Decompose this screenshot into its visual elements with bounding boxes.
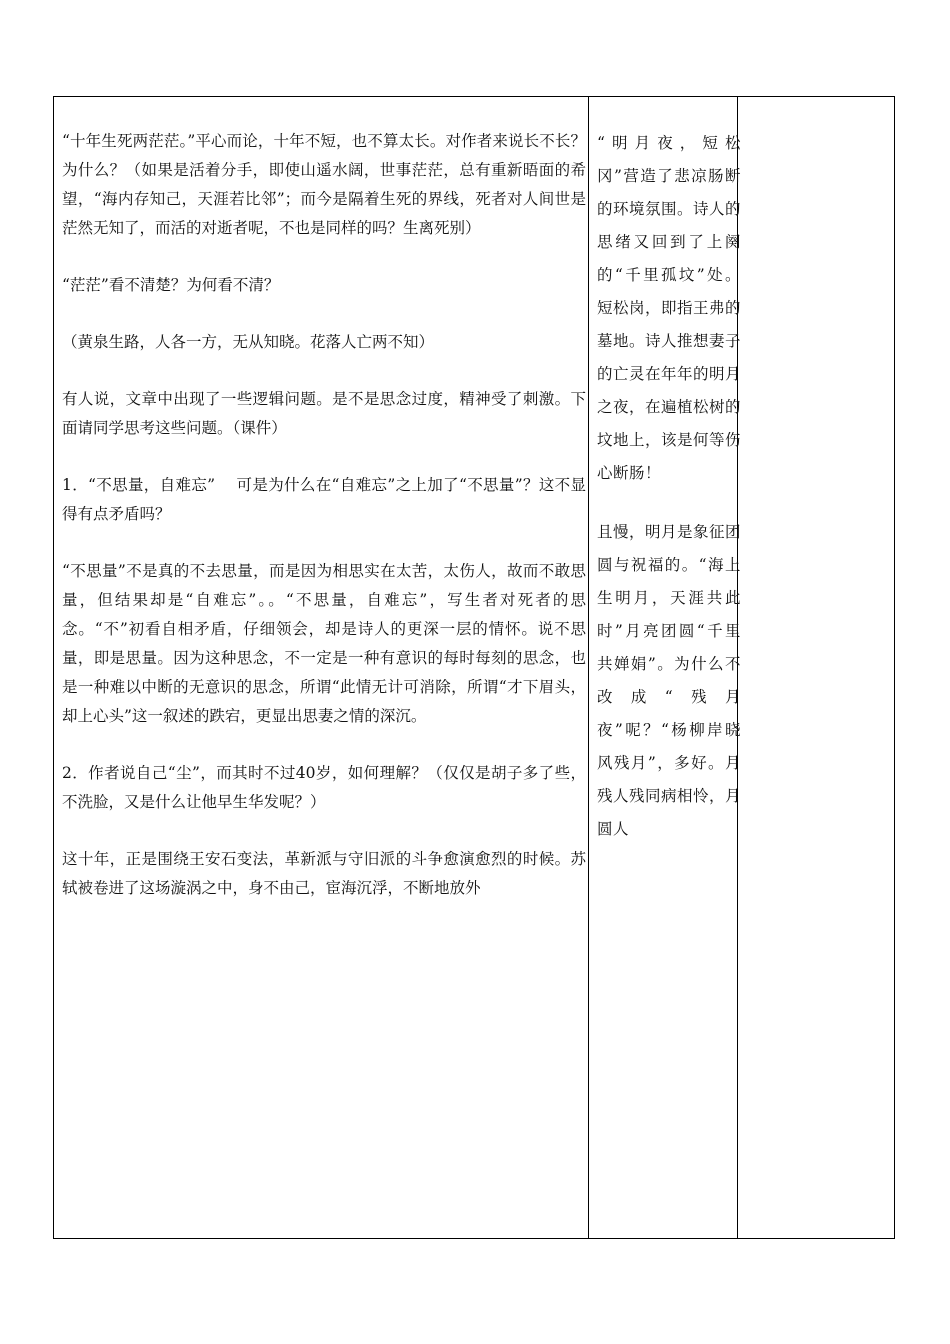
empty-notes-column [739,97,894,1238]
paragraph: “十年生死两茫茫。”平心而论，十年不短，也不算太长。对作者来说长不长？为什么？（如果是活着分手，即使山遥水阔，世事茫茫，总有重新晤面的希望，“海内存知己，天涯若比邻”；而今是隔着生死的界线，死者对人间世是茫然无知了，而活的对逝者呢，不也是同样的吗？生离死别） [62,132,586,237]
annotation-column [597,127,741,846]
paragraph: 1．“不思量，自难忘” 可是为什么在“自难忘”之上加了“不思量”？这不显得有点矛盾吗？ [62,476,586,523]
paragraph: 有人说，文章中出现了一些逻辑问题。是不是思念过度，精神受了刺激。下面请同学思考这些问题。（课件） [62,390,586,437]
paragraph: “不思量”不是真的不去思量，而是因为相思实在太苦，太伤人，故而不敢思量，但结果却是“自难忘”。。“不思量，自难忘”，写生者对死者的思念。“不”初看自相矛盾，仔细领会，却是诗人的更深一层的情怀。说不思量，即是思量。因为这种思念，不一定是一种有意识的每时每刻的思念，也是一种难以中断的无意识的思念，所谓“此情无计可消除，所谓“才下眉头，却上心头”这一叙述的跌宕，更显出思妻之情的深沉。 [62,562,586,725]
paragraph: （黄泉生路，人各一方，无从知晓。花落人亡两不知） [62,333,435,351]
paragraph: “茫茫”看不清楚？为何看不清？ [62,276,280,294]
paragraph: 2．作者说自己“尘”，而其时不过40岁，如何理解？（仅仅是胡子多了些，不洗脸，又是什么让他早生华发呢？） [62,764,586,811]
main-text-column [62,127,586,903]
paragraph: 这十年，正是围绕王安石变法，革新派与守旧派的斗争愈演愈烈的时候。苏轼被卷进了这场漩涡之中，身不由己，宦海沉浮，不断地放外 [62,850,586,897]
annotation-paragraph: 且慢，明月是象征团圆与祝福的。“海上生明月，天涯共此时”月亮团圆“千里共婵娟”。为什么不改成“残月夜”呢？“杨柳岸晓风残月”，多好。月残人残同病相怜，月圆人 [597,523,742,838]
column-divider [588,97,589,1238]
annotation-paragraph: “明月夜，短松冈”营造了悲凉肠断的环境氛围。诗人的思绪又回到了上阕的“千里孤坟”处。短松岗，即指王弗的墓地。诗人推想妻子的亡灵在年年的明月之夜，在遍植松树的坟地上，该是何等伤心断肠！ [597,134,742,482]
lesson-table [53,96,895,1239]
